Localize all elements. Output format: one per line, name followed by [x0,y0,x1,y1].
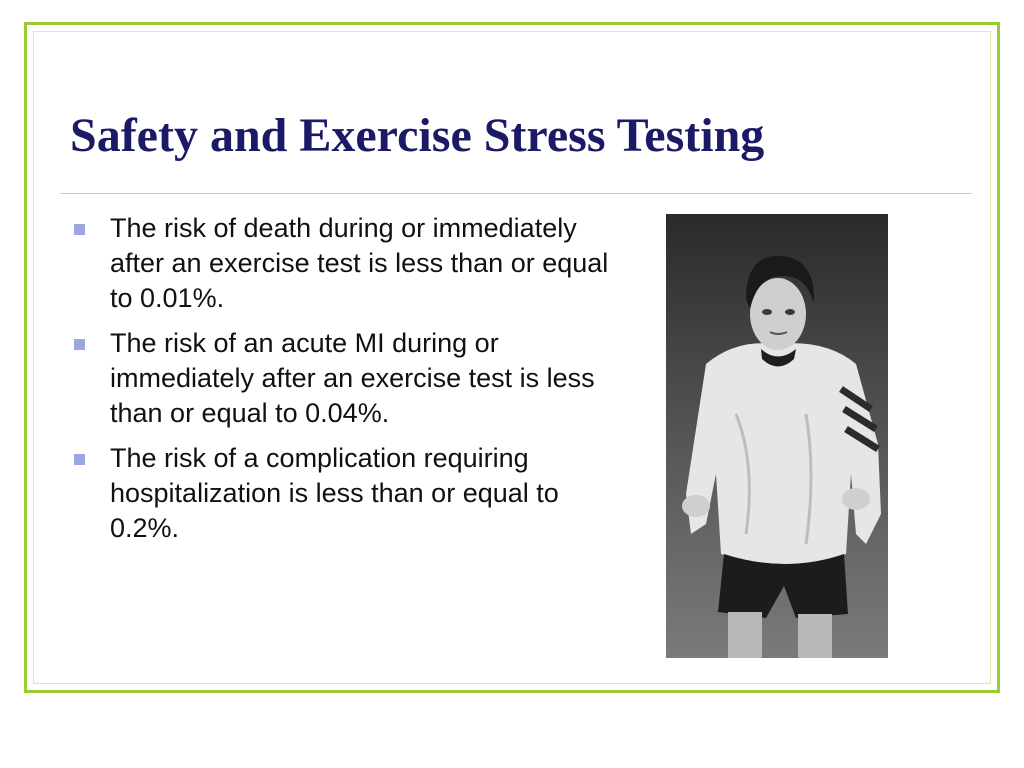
square-bullet-icon [74,339,85,350]
bullet-text: The risk of a complication requiring hospitalization is less than or equal to 0.2%. [110,443,559,543]
bullet-text: The risk of an acute MI during or immediately after an exercise test is less than or equal to 0.04%. [110,328,595,428]
bullet-item [70,211,610,316]
square-bullet-icon [74,454,85,465]
title-divider [60,193,972,194]
slide-title: Safety and Exercise Stress Testing [70,109,765,162]
bullet-item [70,326,610,431]
bullet-text: The risk of death during or immediately after an exercise test is less than or equal to 0.01%. [110,213,609,313]
bullet-item [70,441,610,546]
runner-photo [666,214,888,658]
runner-photo-illustration [666,214,888,658]
square-bullet-icon [74,224,85,235]
bullet-list [70,211,610,556]
